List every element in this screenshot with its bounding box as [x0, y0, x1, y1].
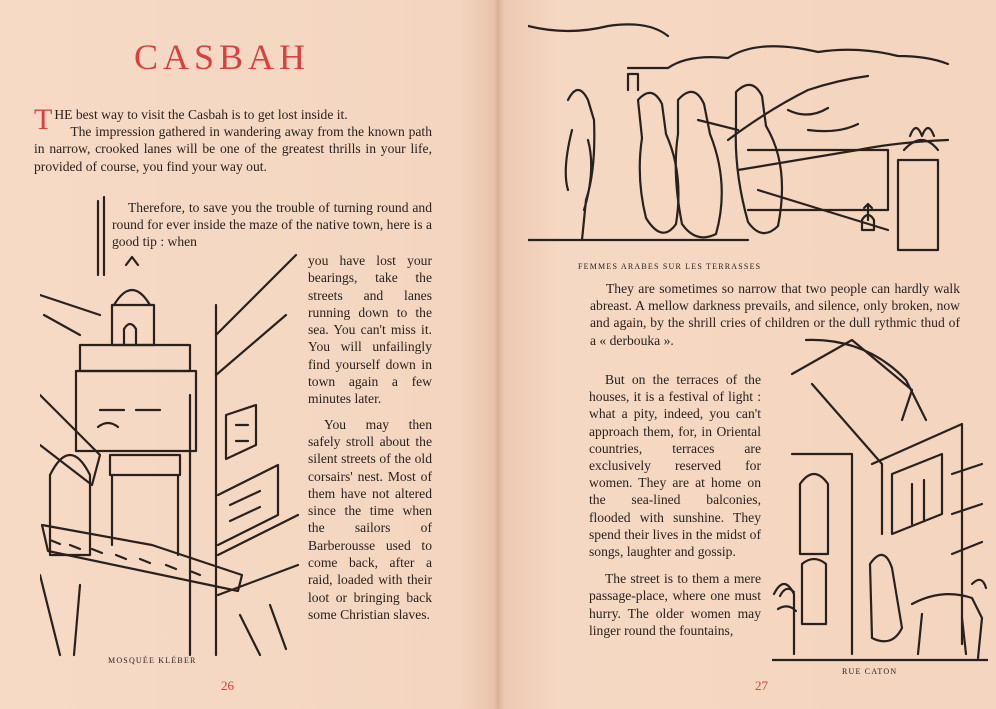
- paragraph-3-column: you have lost your bearings, take the streets and lanes running down to the sea. You can't miss it. You will unfailingly find yourself down in town again a few minutes later. You may then safely stroll about the silent streets of the old corsairs' nest. Most of them have not altered since the time when the sailors of Barberousse used to come back, after a raid, loaded with their loot or bringing back some Christian slaves.: [308, 253, 432, 622]
- intro-text: [34, 103, 432, 175]
- paragraph-2: But on the terraces of the houses, it is a festival of light : what a pity, indeed, you can't approach them, for, in Oriental countries, terraces are exclusively reserved for women. They are at home on the sea-lined balconies, flooded with sunshine. They spend their lives in the midst of songs, laughter and gossip.: [589, 372, 761, 560]
- paragraph-2: The impression gathered in wandering away from the known path in narrow, crooked lanes will be one of the greatest thrills in your life, provided of course, you find your way out.: [34, 124, 432, 174]
- caption-mosquee-kleber: MOSQUÉE KLÉBER: [108, 656, 197, 665]
- page-number-27: 27: [755, 678, 768, 693]
- mosque-illustration: [40, 195, 302, 660]
- right-column-text: [589, 371, 761, 639]
- drop-cap: T: [34, 103, 53, 136]
- caption-femmes-arabes: FEMMES ARABES SUR LES TERRASSES: [578, 262, 762, 271]
- women-terrace-illustration: [528, 20, 988, 260]
- page-27: [500, 0, 996, 709]
- page-title: CASBAH: [134, 37, 311, 77]
- paragraph-3: The street is to them a mere passage-place, where one must hurry. The older women may linger round the fountains,: [589, 571, 761, 638]
- paragraph-4: You may then safely stroll about the silent streets of the old corsairs' nest. Most of them have not altered since the time when the sailors of Barberousse used to come back, after a raid, loaded with their loot or bringing back some Christian slaves.: [308, 416, 432, 622]
- paragraph-3-wide: Therefore, to save you the trouble of turning round and round for ever inside the maze of the native town, here is a good tip : when: [112, 200, 432, 250]
- intro-paragraph: THE best way to visit the Casbah is to get lost inside it.: [34, 103, 348, 136]
- page-number-26: 26: [221, 678, 234, 693]
- caption-rue-caton: RUE CATON: [842, 667, 898, 676]
- rue-caton-illustration: [772, 334, 988, 664]
- paragraph-1-wide: They are sometimes so narrow that two people can hardly walk abreast. A mellow darkness prevails, and silence, only broken, now and again, by the shrill cries of children or the dull rythmic thud of a « derbouka ».: [590, 281, 960, 348]
- page-26: [0, 0, 496, 709]
